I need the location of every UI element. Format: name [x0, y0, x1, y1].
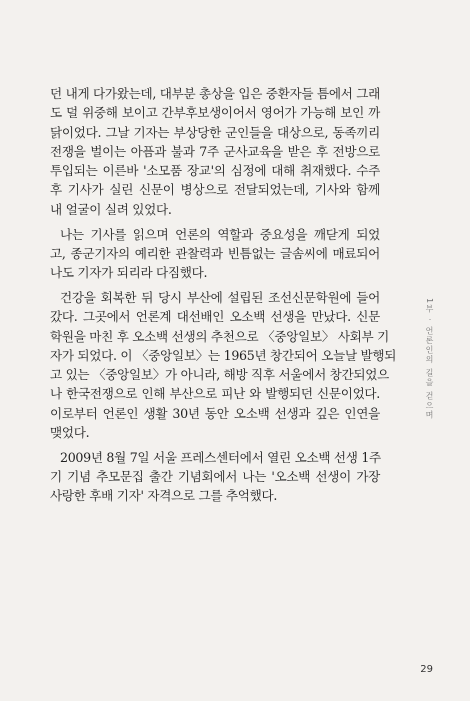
page-number: 29: [420, 664, 433, 675]
paragraph-1: [50, 84, 380, 219]
text-line: 닭이었다. 그날 기자는 부상당한 군인들을 대상으로, 동족끼리: [50, 124, 380, 140]
chapter-side-label: 1부 · 언론인의 길을 걷으며: [425, 298, 434, 420]
paragraph-4: [50, 448, 380, 506]
text-line: 도 덜 위중해 보이고 간부후보생이어서 영어가 가능해 보인 까: [50, 105, 380, 121]
text-line: 맺었다.: [50, 425, 90, 441]
text-line: 나는 기사를 읽으며 언론의 역할과 중요성을 깨닫게 되었: [60, 226, 380, 242]
paragraph-3: [50, 288, 397, 442]
text-line: 나 한국전쟁으로 인해 부산으로 피난 와 발행되던 신문이었다.: [50, 386, 380, 402]
text-line: 2009년 8월 7일 서울 프레스센터에서 열린 오소백 선생 1주: [60, 449, 381, 465]
text-line: 후 기사가 실린 신문이 병상으로 전달되었는데, 기사와 함께: [50, 182, 380, 198]
text-line: 사랑한 후배 기자' 자격으로 그를 추억했다.: [50, 488, 278, 504]
text-line: 건강을 회복한 뒤 당시 부산에 설립된 조선신문학원에 들어: [60, 289, 380, 305]
text-line: 갔다. 그곳에서 언론계 대선배인 오소백 선생을 만났다. 신문: [50, 309, 380, 325]
text-line: 고, 종군기자의 예리한 관찰력과 빈틈없는 글솜씨에 매료되어: [50, 245, 380, 261]
text-line: 기 기념 추모문집 출간 기념회에서 나는 '오소백 선생이 가장: [50, 469, 380, 485]
paragraph-2: [50, 225, 380, 283]
text-line: 내 얼굴이 실려 있었다.: [50, 201, 172, 217]
body-text: [50, 84, 397, 506]
text-line: 학원을 마친 후 오소백 선생의 추천으로 〈중앙일보〉 사회부 기: [50, 328, 389, 344]
text-line: 투입되는 이른바 '소모품 장교'의 심정에 대해 취재했다. 수주: [50, 163, 380, 179]
text-line: 이로부터 언론인 생활 30년 동안 오소백 선생과 깊은 인연을: [50, 405, 380, 421]
text-line: 나도 기자가 되리라 다짐했다.: [50, 265, 208, 281]
text-line: 던 내게 다가왔는데, 대부분 총상을 입은 중환자들 틈에서 그래: [50, 86, 380, 101]
text-line: 고 있는 〈중앙일보〉가 아니라, 해방 직후 서울에서 창간되었으: [50, 367, 389, 383]
text-line: 전쟁을 벌이는 아픔과 불과 7주 군사교육을 받은 후 전방으로: [50, 143, 380, 159]
text-line: 자가 되었다. 이 〈중앙일보〉는 1965년 창간되어 오늘날 발행되: [50, 347, 397, 363]
